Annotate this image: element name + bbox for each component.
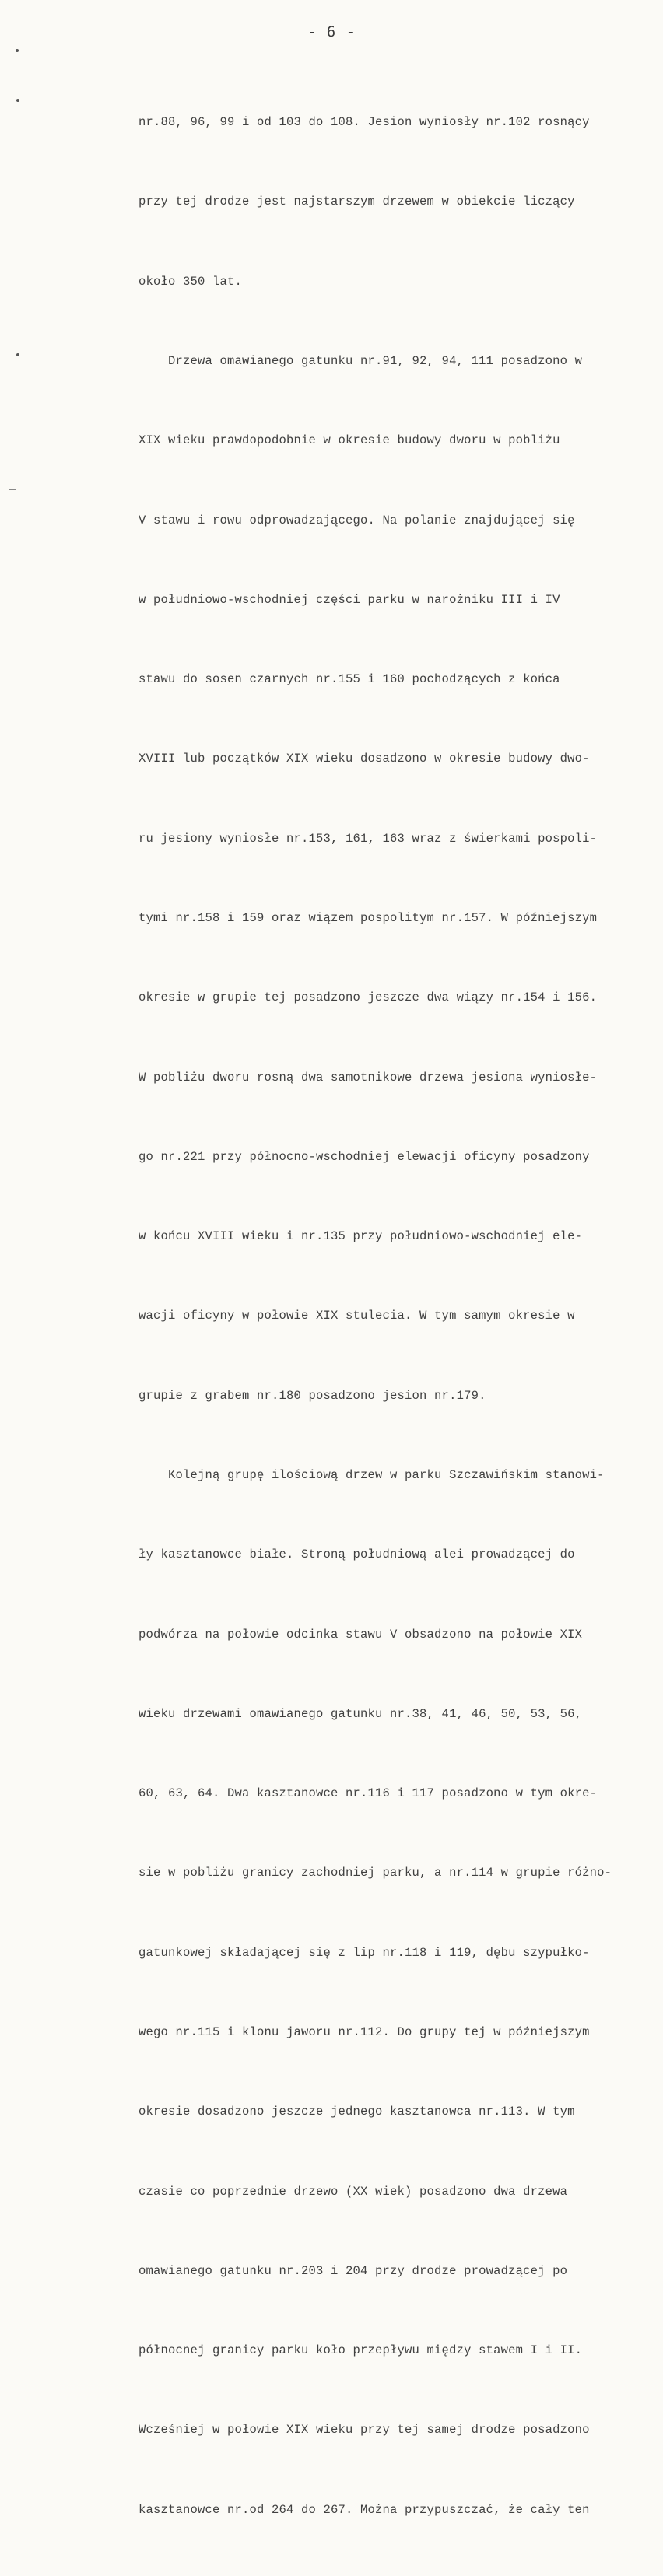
- text-line: przy tej drodze jest najstarszym drzewem w obiekcie liczący: [139, 195, 575, 209]
- text-line: wieku drzewami omawianego gatunku nr.38, 41, 46, 50, 53, 56,: [139, 1706, 583, 1721]
- text-line: w końcu XVIII wieku i nr.135 przy południowo-wschodniej ele-: [139, 1229, 583, 1244]
- text-line: ru jesiony wyniosłe nr.153, 161, 163 wraz z świerkami pospoli-: [139, 831, 598, 846]
- text-line: okresie dosadzono jeszcze jednego kasztanowca nr.113. W tym: [139, 2105, 575, 2119]
- text-line: W pobliżu dworu rosną dwa samotnikowe drzewa jesiona wyniosłe-: [139, 1070, 598, 1085]
- text-line: nr.88, 96, 99 i od 103 do 108. Jesion wyniosły nr.102 rosnący: [139, 115, 590, 130]
- text-line: go nr.221 przy północno-wschodniej elewacji oficyny posadzony: [139, 1149, 590, 1164]
- text-line: Wcześniej w połowie XIX wieku przy tej samej drodze posadzono: [139, 2423, 590, 2438]
- text-line: Kolejną grupę ilościową drzew w parku Szczawińskim stanowi-: [139, 1467, 605, 1482]
- text-line: omawianego gatunku nr.203 i 204 przy drodze prowadzącej po: [139, 2263, 568, 2278]
- margin-mark-3: [16, 353, 19, 356]
- text-line: stawu do sosen czarnych nr.155 i 160 pochodzących z końca: [139, 672, 560, 687]
- margin-tick: [9, 489, 16, 490]
- body-text: [139, 56, 655, 2576]
- text-line: okresie w grupie tej posadzono jeszcze dwa wiązy nr.154 i 156.: [139, 990, 598, 1005]
- text-line: sie w pobliżu granicy zachodniej parku, a nr.114 w grupie różno-: [139, 1866, 612, 1880]
- text-line: około 350 lat.: [139, 274, 243, 289]
- text-line: Drzewa omawianego gatunku nr.91, 92, 94, 111 posadzono w: [139, 354, 583, 369]
- text-line: czasie co poprzednie drzewo (XX wiek) posadzono dwa drzewa: [139, 2184, 568, 2199]
- text-line: gatunkowej składającej się z lip nr.118 i 119, dębu szypułko-: [139, 1945, 590, 1960]
- margin-mark-2: [16, 99, 19, 102]
- text-line: północnej granicy parku koło przepływu między stawem I i II.: [139, 2343, 583, 2358]
- text-line: podwórza na połowie odcinka stawu V obsadzono na połowie XIX: [139, 1627, 583, 1642]
- page-number: - 6 -: [307, 23, 356, 40]
- text-line: tymi nr.158 i 159 oraz wiązem pospolitym nr.157. W późniejszym: [139, 911, 598, 925]
- text-line: ły kasztanowce białe. Stroną południową alei prowadzącej do: [139, 1547, 575, 1562]
- text-line: 60, 63, 64. Dwa kasztanowce nr.116 i 117 posadzono w tym okre-: [139, 1786, 598, 1801]
- text-line: grupie z grabem nr.180 posadzono jesion nr.179.: [139, 1388, 486, 1403]
- text-line: XVIII lub początków XIX wieku dosadzono w okresie budowy dwo-: [139, 752, 590, 766]
- text-line: wacji oficyny w połowie XIX stulecia. W tym samym okresie w: [139, 1309, 575, 1323]
- text-line: kasztanowce nr.od 264 do 267. Można przypuszczać, że cały ten: [139, 2502, 590, 2517]
- text-line: XIX wieku prawdopodobnie w okresie budowy dworu w pobliżu: [139, 433, 560, 448]
- margin-mark-1: [16, 49, 19, 52]
- text-line: w południowo-wschodniej części parku w narożniku III i IV: [139, 592, 560, 607]
- text-line: V stawu i rowu odprowadzającego. Na polanie znajdującej się: [139, 513, 575, 527]
- text-line: wego nr.115 i klonu jaworu nr.112. Do grupy tej w późniejszym: [139, 2024, 590, 2039]
